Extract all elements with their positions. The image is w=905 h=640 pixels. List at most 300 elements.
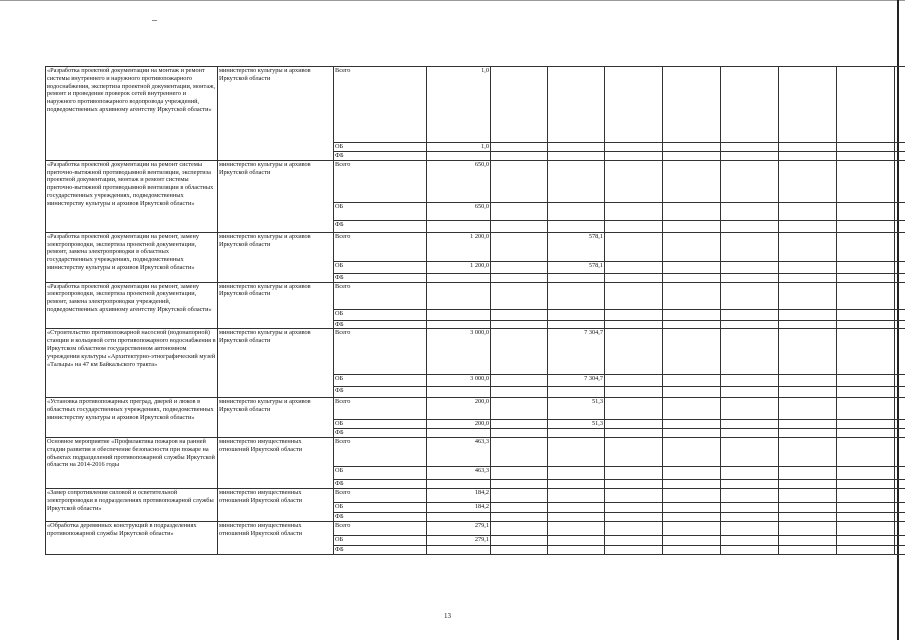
- value-cell-empty: [895, 398, 905, 420]
- value-cell-empty: [605, 143, 663, 152]
- value-cell-empty: [837, 282, 895, 309]
- value-cell-empty: [779, 202, 837, 220]
- executor-cell: министерство культуры и архивов Иркутской области: [218, 282, 334, 329]
- funding-source-cell: ФБ: [334, 273, 427, 282]
- measure-name-cell: «Разработка проектной документации на монтаж и ремонт системы внутреннего и наружного противопожарного водоснабжения, экспертиза проектной документации, монтаж, ремонт и проведение проверок сетей внутреннего и наружного противопожарного водопровода учреждений, подведомственных архивному агентству Иркутской области»: [46, 67, 218, 161]
- value-cell-empty: [491, 437, 548, 466]
- value-cell-year-1: [427, 282, 491, 309]
- funding-source-cell: ОБ: [334, 309, 427, 320]
- value-cell-empty: [491, 429, 548, 438]
- value-cell-empty: [837, 309, 895, 320]
- value-cell-empty: [491, 329, 548, 375]
- value-cell-empty: [721, 152, 779, 161]
- value-cell-empty: [895, 502, 905, 512]
- value-cell-empty: [895, 535, 905, 545]
- value-cell-year-3: [548, 202, 605, 220]
- value-cell-empty: [895, 429, 905, 438]
- value-cell-empty: [663, 521, 721, 535]
- value-cell-empty: [491, 320, 548, 329]
- value-cell-year-1: [427, 309, 491, 320]
- value-cell-empty: [491, 273, 548, 282]
- value-cell-empty: [605, 387, 663, 398]
- value-cell-empty: [721, 502, 779, 512]
- funding-source-cell: Всего: [334, 488, 427, 502]
- value-cell-empty: [779, 521, 837, 535]
- value-cell-empty: [895, 309, 905, 320]
- value-cell-empty: [721, 521, 779, 535]
- value-cell-empty: [895, 282, 905, 309]
- value-cell-empty: [491, 512, 548, 521]
- value-cell-year-3: [548, 488, 605, 502]
- executor-cell: министерство культуры и архивов Иркутской области: [218, 398, 334, 438]
- value-cell-empty: [837, 420, 895, 429]
- value-cell-empty: [837, 398, 895, 420]
- value-cell-empty: [663, 143, 721, 152]
- value-cell-empty: [721, 535, 779, 545]
- value-cell-year-3: 578,1: [548, 261, 605, 273]
- value-cell-empty: [895, 220, 905, 232]
- value-cell-year-3: [548, 273, 605, 282]
- value-cell-empty: [491, 398, 548, 420]
- value-cell-year-3: [548, 479, 605, 488]
- value-cell-empty: [605, 502, 663, 512]
- value-cell-empty: [663, 512, 721, 521]
- value-cell-year-1: [427, 152, 491, 161]
- value-cell-empty: [663, 502, 721, 512]
- measure-name-cell: «Установка противопожарных преград, дверей и люков в областных государственных учреждениях, подведомственных министерству культуры и архивов Иркутской области»: [46, 398, 218, 438]
- value-cell-empty: [721, 143, 779, 152]
- value-cell-year-3: 578,1: [548, 232, 605, 261]
- funding-source-cell: ФБ: [334, 429, 427, 438]
- value-cell-empty: [721, 479, 779, 488]
- value-cell-empty: [721, 160, 779, 202]
- value-cell-empty: [895, 545, 905, 554]
- value-cell-empty: [721, 273, 779, 282]
- executor-cell: министерство имущественных отношений Иркутской области: [218, 488, 334, 521]
- value-cell-empty: [491, 232, 548, 261]
- value-cell-empty: [779, 398, 837, 420]
- value-cell-empty: [779, 535, 837, 545]
- value-cell-empty: [837, 545, 895, 554]
- value-cell-empty: [779, 488, 837, 502]
- table-body: [46, 67, 905, 555]
- value-cell-empty: [721, 202, 779, 220]
- funding-source-cell: ФБ: [334, 220, 427, 232]
- value-cell-year-1: 279,1: [427, 535, 491, 545]
- value-cell-empty: [663, 261, 721, 273]
- value-cell-year-1: [427, 429, 491, 438]
- value-cell-empty: [779, 273, 837, 282]
- value-cell-empty: [663, 232, 721, 261]
- value-cell-empty: [663, 273, 721, 282]
- value-cell-year-1: 1 200,0: [427, 232, 491, 261]
- value-cell-empty: [837, 160, 895, 202]
- funding-source-cell: ФБ: [334, 320, 427, 329]
- value-cell-year-3: [548, 67, 605, 143]
- value-cell-empty: [491, 220, 548, 232]
- value-cell-empty: [721, 545, 779, 554]
- value-cell-empty: [605, 220, 663, 232]
- value-cell-year-1: 463,3: [427, 437, 491, 466]
- value-cell-empty: [837, 143, 895, 152]
- value-cell-year-3: [548, 160, 605, 202]
- value-cell-year-1: 200,0: [427, 398, 491, 420]
- value-cell-year-1: 184,2: [427, 502, 491, 512]
- value-cell-empty: [895, 152, 905, 161]
- program-table: [45, 66, 905, 555]
- value-cell-empty: [663, 160, 721, 202]
- value-cell-empty: [779, 320, 837, 329]
- value-cell-empty: [491, 535, 548, 545]
- value-cell-year-3: [548, 545, 605, 554]
- value-cell-empty: [491, 261, 548, 273]
- funding-source-cell: ОБ: [334, 466, 427, 479]
- value-cell-empty: [895, 160, 905, 202]
- value-cell-empty: [491, 143, 548, 152]
- value-cell-year-1: [427, 273, 491, 282]
- value-cell-empty: [605, 67, 663, 143]
- table-row: [46, 160, 905, 202]
- value-cell-empty: [837, 152, 895, 161]
- value-cell-year-3: [548, 512, 605, 521]
- value-cell-empty: [491, 202, 548, 220]
- value-cell-empty: [779, 232, 837, 261]
- value-cell-empty: [779, 429, 837, 438]
- value-cell-empty: [721, 67, 779, 143]
- funding-source-cell: Всего: [334, 521, 427, 535]
- value-cell-empty: [721, 329, 779, 375]
- value-cell-year-1: 1,0: [427, 67, 491, 143]
- value-cell-empty: [663, 309, 721, 320]
- value-cell-empty: [663, 329, 721, 375]
- value-cell-empty: [779, 545, 837, 554]
- funding-source-cell: ОБ: [334, 143, 427, 152]
- value-cell-year-1: 1,0: [427, 143, 491, 152]
- value-cell-year-3: [548, 220, 605, 232]
- value-cell-empty: [837, 375, 895, 387]
- value-cell-empty: [895, 420, 905, 429]
- value-cell-empty: [663, 220, 721, 232]
- funding-source-cell: Всего: [334, 329, 427, 375]
- value-cell-year-3: [548, 387, 605, 398]
- value-cell-empty: [837, 202, 895, 220]
- funding-source-cell: ОБ: [334, 202, 427, 220]
- funding-source-cell: Всего: [334, 232, 427, 261]
- value-cell-empty: [895, 387, 905, 398]
- value-cell-empty: [895, 329, 905, 375]
- value-cell-empty: [837, 232, 895, 261]
- value-cell-empty: [663, 67, 721, 143]
- table-row: [46, 398, 905, 420]
- value-cell-empty: [895, 261, 905, 273]
- value-cell-empty: [663, 387, 721, 398]
- value-cell-empty: [779, 152, 837, 161]
- value-cell-empty: [721, 512, 779, 521]
- value-cell-empty: [837, 488, 895, 502]
- funding-source-cell: Всего: [334, 398, 427, 420]
- value-cell-empty: [605, 261, 663, 273]
- value-cell-empty: [721, 232, 779, 261]
- value-cell-empty: [779, 387, 837, 398]
- executor-cell: министерство имущественных отношений Иркутской области: [218, 521, 334, 554]
- value-cell-empty: [779, 502, 837, 512]
- value-cell-empty: [605, 398, 663, 420]
- value-cell-year-3: 51,3: [548, 398, 605, 420]
- value-cell-empty: [837, 437, 895, 466]
- value-cell-empty: [605, 202, 663, 220]
- value-cell-empty: [895, 67, 905, 143]
- value-cell-empty: [721, 466, 779, 479]
- value-cell-empty: [837, 387, 895, 398]
- table-row: [46, 232, 905, 261]
- executor-cell: министерство культуры и архивов Иркутской области: [218, 67, 334, 161]
- value-cell-empty: [605, 273, 663, 282]
- funding-source-cell: ОБ: [334, 420, 427, 429]
- value-cell-year-3: 7 304,7: [548, 375, 605, 387]
- value-cell-year-3: 51,3: [548, 420, 605, 429]
- value-cell-empty: [837, 466, 895, 479]
- value-cell-year-1: [427, 387, 491, 398]
- value-cell-empty: [605, 320, 663, 329]
- value-cell-year-1: 184,2: [427, 488, 491, 502]
- value-cell-empty: [605, 466, 663, 479]
- value-cell-empty: [605, 160, 663, 202]
- measure-name-cell: «Обработка деревянных конструкций в подразделениях противопожарной службы Иркутской области»: [46, 521, 218, 554]
- value-cell-empty: [491, 282, 548, 309]
- value-cell-empty: [663, 466, 721, 479]
- value-cell-year-3: [548, 429, 605, 438]
- value-cell-empty: [605, 429, 663, 438]
- value-cell-empty: [721, 220, 779, 232]
- value-cell-year-1: [427, 320, 491, 329]
- executor-cell: министерство культуры и архивов Иркутской области: [218, 232, 334, 282]
- value-cell-empty: [721, 387, 779, 398]
- funding-source-cell: ОБ: [334, 375, 427, 387]
- value-cell-empty: [605, 521, 663, 535]
- value-cell-empty: [895, 143, 905, 152]
- measure-name-cell: «Разработка проектной документации на ремонт системы приточно-вытяжной противодымной вентиляции, экспертиза проектной документации, монтаж и ремонт системы приточно-вытяжной противодымной вентиляции в областных государственных учреждениях, подведомственных министерству культуры и архивов Иркутской области»: [46, 160, 218, 232]
- value-cell-empty: [779, 67, 837, 143]
- value-cell-empty: [491, 375, 548, 387]
- funding-source-cell: ОБ: [334, 502, 427, 512]
- funding-source-cell: ОБ: [334, 535, 427, 545]
- value-cell-empty: [721, 320, 779, 329]
- value-cell-empty: [895, 375, 905, 387]
- table-row: [46, 329, 905, 375]
- value-cell-empty: [721, 420, 779, 429]
- table-row: [46, 282, 905, 309]
- value-cell-empty: [779, 160, 837, 202]
- value-cell-empty: [837, 273, 895, 282]
- value-cell-empty: [605, 488, 663, 502]
- value-cell-year-3: 7 304,7: [548, 329, 605, 375]
- value-cell-year-1: 650,0: [427, 202, 491, 220]
- value-cell-empty: [663, 282, 721, 309]
- value-cell-empty: [663, 488, 721, 502]
- value-cell-empty: [491, 488, 548, 502]
- value-cell-empty: [779, 282, 837, 309]
- value-cell-empty: [837, 479, 895, 488]
- value-cell-empty: [491, 466, 548, 479]
- value-cell-empty: [895, 273, 905, 282]
- value-cell-empty: [721, 398, 779, 420]
- page-number: 13: [444, 612, 451, 620]
- value-cell-empty: [605, 375, 663, 387]
- value-cell-empty: [779, 309, 837, 320]
- value-cell-empty: [895, 479, 905, 488]
- value-cell-year-1: 279,1: [427, 521, 491, 535]
- table-row: [46, 437, 905, 466]
- value-cell-year-1: 3 000,0: [427, 375, 491, 387]
- measure-name-cell: «Замер сопротивления силовой и осветительной электропроводки в подразделениях противопожарной службы Иркутской области»: [46, 488, 218, 521]
- value-cell-year-1: 650,0: [427, 160, 491, 202]
- value-cell-empty: [663, 437, 721, 466]
- measure-name-cell: «Разработка проектной документации на ремонт, замену электропроводки, экспертиза проектной документации, ремонт, замена электропроводки учреждений, подведомственных архивному агентству Иркутской области»: [46, 282, 218, 329]
- value-cell-empty: [491, 160, 548, 202]
- funding-source-cell: Всего: [334, 67, 427, 143]
- measure-name-cell: «Разработка проектной документации на ремонт, замену электропроводки, экспертиза проектной документации, ремонт, замена электропроводки в областных государственных учреждениях, подведомственных министерству культуры и архивов Иркутской области»: [46, 232, 218, 282]
- value-cell-empty: [779, 420, 837, 429]
- value-cell-empty: [779, 512, 837, 521]
- value-cell-empty: [721, 282, 779, 309]
- value-cell-year-1: 463,3: [427, 466, 491, 479]
- funding-source-cell: ОБ: [334, 261, 427, 273]
- value-cell-year-1: 3 000,0: [427, 329, 491, 375]
- value-cell-empty: [605, 329, 663, 375]
- value-cell-empty: [721, 429, 779, 438]
- value-cell-empty: [605, 512, 663, 521]
- executor-cell: министерство культуры и архивов Иркутской области: [218, 160, 334, 232]
- value-cell-empty: [895, 512, 905, 521]
- funding-source-cell: Всего: [334, 282, 427, 309]
- value-cell-empty: [663, 152, 721, 161]
- value-cell-empty: [663, 535, 721, 545]
- value-cell-empty: [779, 261, 837, 273]
- value-cell-empty: [491, 521, 548, 535]
- value-cell-empty: [663, 320, 721, 329]
- value-cell-empty: [779, 466, 837, 479]
- value-cell-empty: [837, 220, 895, 232]
- measure-name-cell: Основное мероприятие «Профилактика пожаров на ранней стадии развития и обеспечение безопасности при пожаре на объектах подразделений противопожарной службы Иркутской области на 2014-2016 годы: [46, 437, 218, 488]
- value-cell-empty: [605, 420, 663, 429]
- scan-mark: [152, 20, 157, 21]
- funding-source-cell: ФБ: [334, 545, 427, 554]
- value-cell-empty: [663, 429, 721, 438]
- value-cell-empty: [837, 67, 895, 143]
- value-cell-empty: [491, 545, 548, 554]
- value-cell-empty: [605, 152, 663, 161]
- value-cell-year-1: [427, 512, 491, 521]
- value-cell-empty: [605, 535, 663, 545]
- value-cell-year-1: 1 200,0: [427, 261, 491, 273]
- value-cell-empty: [895, 488, 905, 502]
- funding-source-cell: Всего: [334, 437, 427, 466]
- value-cell-year-3: [548, 320, 605, 329]
- value-cell-year-3: [548, 437, 605, 466]
- value-cell-year-3: [548, 282, 605, 309]
- value-cell-empty: [779, 329, 837, 375]
- page-top-edge: [0, 0, 905, 1]
- value-cell-empty: [895, 521, 905, 535]
- value-cell-empty: [605, 282, 663, 309]
- value-cell-empty: [491, 502, 548, 512]
- value-cell-empty: [663, 545, 721, 554]
- value-cell-empty: [837, 429, 895, 438]
- value-cell-empty: [837, 502, 895, 512]
- value-cell-empty: [491, 420, 548, 429]
- value-cell-empty: [491, 479, 548, 488]
- value-cell-empty: [837, 329, 895, 375]
- value-cell-empty: [779, 143, 837, 152]
- value-cell-empty: [663, 479, 721, 488]
- value-cell-empty: [895, 466, 905, 479]
- table-row: [46, 521, 905, 535]
- value-cell-year-3: [548, 143, 605, 152]
- value-cell-empty: [663, 375, 721, 387]
- value-cell-empty: [605, 232, 663, 261]
- table-row: [46, 67, 905, 143]
- value-cell-empty: [721, 261, 779, 273]
- value-cell-empty: [663, 420, 721, 429]
- value-cell-empty: [721, 309, 779, 320]
- value-cell-year-3: [548, 466, 605, 479]
- value-cell-empty: [491, 387, 548, 398]
- value-cell-year-1: [427, 220, 491, 232]
- value-cell-empty: [779, 437, 837, 466]
- funding-source-cell: ФБ: [334, 479, 427, 488]
- value-cell-empty: [605, 479, 663, 488]
- value-cell-year-3: [548, 502, 605, 512]
- value-cell-empty: [895, 202, 905, 220]
- value-cell-empty: [837, 261, 895, 273]
- value-cell-empty: [663, 398, 721, 420]
- value-cell-empty: [895, 232, 905, 261]
- value-cell-empty: [895, 437, 905, 466]
- value-cell-empty: [895, 320, 905, 329]
- value-cell-year-1: [427, 479, 491, 488]
- executor-cell: министерство культуры и архивов Иркутской области: [218, 329, 334, 398]
- value-cell-empty: [837, 521, 895, 535]
- value-cell-empty: [779, 375, 837, 387]
- value-cell-empty: [779, 479, 837, 488]
- value-cell-year-1: [427, 545, 491, 554]
- value-cell-empty: [837, 512, 895, 521]
- value-cell-empty: [837, 320, 895, 329]
- value-cell-empty: [491, 67, 548, 143]
- value-cell-empty: [605, 309, 663, 320]
- value-cell-empty: [721, 375, 779, 387]
- table-row: [46, 488, 905, 502]
- funding-source-cell: ФБ: [334, 387, 427, 398]
- value-cell-empty: [491, 309, 548, 320]
- value-cell-empty: [721, 437, 779, 466]
- value-cell-empty: [491, 152, 548, 161]
- value-cell-empty: [779, 220, 837, 232]
- value-cell-empty: [721, 488, 779, 502]
- executor-cell: министерство имущественных отношений Иркутской области: [218, 437, 334, 488]
- value-cell-year-3: [548, 309, 605, 320]
- value-cell-year-3: [548, 152, 605, 161]
- measure-name-cell: «Строительство противопожарной насосной (водонапорной) станции и кольцевой сети противопожарного водоснабжения в Иркутском областном государственном автономном учреждении культуры «Архитектурно-этнографический музей «Тальцы» на 47 км Байкальского тракта»: [46, 329, 218, 398]
- value-cell-empty: [605, 437, 663, 466]
- value-cell-year-3: [548, 535, 605, 545]
- value-cell-empty: [837, 535, 895, 545]
- value-cell-year-3: [548, 521, 605, 535]
- funding-source-cell: ФБ: [334, 512, 427, 521]
- value-cell-empty: [663, 202, 721, 220]
- value-cell-empty: [605, 545, 663, 554]
- value-cell-year-1: 200,0: [427, 420, 491, 429]
